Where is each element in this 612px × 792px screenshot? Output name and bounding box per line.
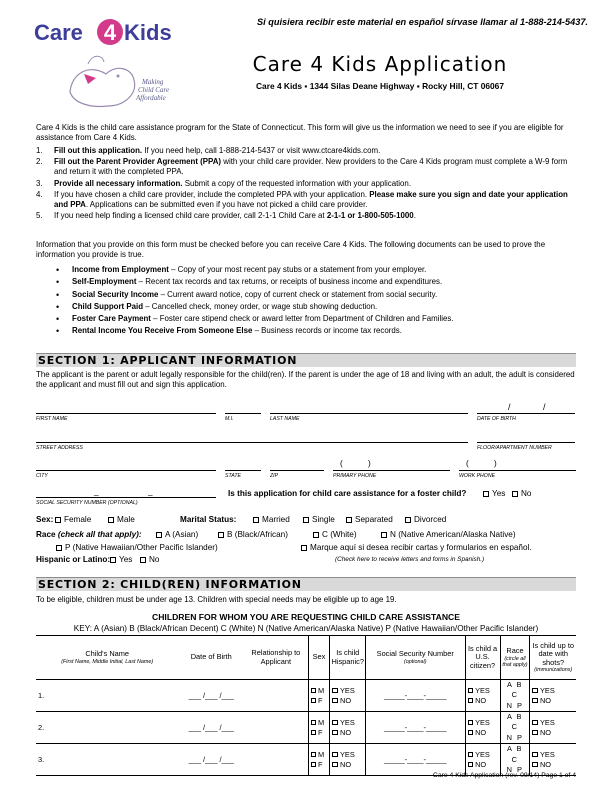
children-table-title: CHILDREN FOR WHOM YOU ARE REQUESTING CHILD CARE ASSISTANCE — [152, 612, 460, 622]
document-item: • Child Support Paid – Cancelled check, money order, or wage stub showing deduction. — [56, 301, 378, 312]
work-phone-field[interactable] — [459, 470, 576, 471]
race-c-option[interactable]: C (White) — [313, 530, 357, 540]
sex-label: Sex: — [36, 515, 54, 524]
child-citizen-cell[interactable]: YES NO — [465, 744, 500, 776]
child-sex-cell[interactable]: M F — [308, 712, 330, 744]
marital-separated-option[interactable]: Separated — [346, 515, 393, 525]
state-field[interactable] — [225, 470, 261, 471]
document-list — [36, 265, 576, 339]
street-address-label: STREET ADDRESS — [36, 445, 83, 451]
col-header-name: Child's Name (First Name, Middle Initial, Last Name) — [36, 636, 178, 680]
page-footer: Care 4 Kids Application (rev. 09/14) Page 1 of 4 — [432, 772, 576, 779]
ssn-dash: _ — [94, 487, 99, 496]
logo-digit: 4 — [103, 20, 117, 45]
care4kids-logo — [30, 14, 180, 114]
last-name-field[interactable] — [270, 413, 468, 414]
foster-yes-option[interactable]: Yes — [483, 489, 505, 499]
checkbox-icon[interactable] — [140, 557, 146, 563]
col-header-ssn: Social Security Number (optional) — [365, 636, 465, 680]
checkbox-icon[interactable] — [405, 517, 411, 523]
child-relationship-cell[interactable] — [244, 712, 308, 744]
work-phone-paren-close: ) — [494, 459, 497, 468]
checkbox-icon[interactable] — [108, 517, 114, 523]
logo-word-kids: Kids — [124, 20, 172, 45]
document-item: • Social Security Income – Current award notice, copy of current check or statement from social security. — [56, 289, 438, 300]
document-item: • Rental Income You Receive From Someone Else – Business records or income tax records. — [56, 326, 402, 337]
logo-tagline-3: Affordable — [136, 94, 166, 102]
child-name-cell[interactable]: 1. — [36, 680, 178, 712]
ssn-dash: _ — [148, 487, 153, 496]
first-name-label: FIRST NAME — [36, 416, 68, 422]
dob-slash: / — [543, 402, 546, 412]
child-ssn-cell[interactable]: _____-____-_____ — [365, 712, 465, 744]
children-table — [36, 635, 576, 776]
child-sex-cell[interactable]: M F — [308, 680, 330, 712]
child-shots-cell[interactable]: YES NO — [530, 712, 576, 744]
checkbox-icon[interactable] — [303, 517, 309, 523]
child-ssn-cell[interactable]: _____-____-_____ — [365, 680, 465, 712]
intro-paragraph: Care 4 Kids is the child care assistance program for the State of Connecticut. This form will give us the information we need to see if you are eligible for assistance from Care 4 Kids. — [36, 123, 564, 142]
col-header-race: Race (circle all that apply) — [500, 636, 530, 680]
hispanic-label: Hispanic or Latino: — [36, 555, 111, 564]
step-item: 2. Fill out the Parent Provider Agreement (PPA) with your child care provider. New providers to the Care 4 Kids program must complete a W-9 form and return it with the completed PPA. — [36, 157, 568, 177]
race-b-option[interactable]: B (Black/African) — [218, 530, 288, 540]
checkbox-icon[interactable] — [313, 532, 319, 538]
child-race-cell[interactable]: A B C N P — [500, 712, 530, 744]
checkbox-icon[interactable] — [56, 545, 62, 551]
dob-field[interactable] — [477, 413, 575, 414]
table-row — [36, 744, 576, 776]
race-p-option[interactable]: P (Native Hawaiian/Other Pacific Islander) — [56, 543, 218, 553]
form-title: Care 4 Kids Application — [252, 52, 508, 76]
marital-single-option[interactable]: Single — [303, 515, 335, 525]
race-a-option[interactable]: A (Asian) — [156, 530, 198, 540]
step-item: 4. If you have chosen a child care provider, include the completed PPA with your application. Please make sure you sign and date your application and PPA. Applications can be submitted even if you have not picked a child care provider. — [36, 190, 568, 209]
foster-question: Is this application for child care assistance for a foster child? — [228, 489, 467, 498]
first-name-field[interactable] — [36, 413, 216, 414]
address-line: Care 4 Kids ▪ 1344 Silas Deane Highway ▪ Rocky Hill, CT 06067 — [256, 81, 504, 91]
child-dob-cell[interactable]: ___ /___ /___ — [178, 744, 244, 776]
checkbox-icon[interactable] — [55, 517, 61, 523]
checkbox-icon[interactable] — [381, 532, 387, 538]
dob-slash: / — [508, 402, 511, 412]
primary-phone-field[interactable] — [333, 470, 450, 471]
floor-apartment-field[interactable] — [477, 442, 575, 443]
mi-field[interactable] — [225, 413, 261, 414]
spanish-letters-option[interactable]: Marque aquí si desea recibir cartas y formularios en español. — [301, 543, 532, 553]
checkbox-icon[interactable] — [346, 517, 352, 523]
spanish-note: Si quisiera recibir este material en español sírvase llamar al 1-888-214-5437. — [257, 17, 588, 27]
sex-male-option[interactable]: Male — [108, 515, 135, 525]
logo-word-care: Care — [34, 20, 83, 45]
logo-tagline-1: Making — [142, 78, 164, 86]
step-item: 3. Provide all necessary information. Submit a copy of the requested information with your application. — [36, 178, 412, 188]
sex-female-option[interactable]: Female — [55, 515, 91, 525]
street-address-field[interactable] — [36, 442, 468, 443]
race-n-option[interactable]: N (Native American/Alaska Native) — [381, 530, 516, 540]
child-citizen-cell[interactable]: YES NO — [465, 680, 500, 712]
primary-phone-paren-open: ( — [340, 459, 343, 468]
marital-status-label: Marital Status: — [180, 515, 237, 524]
col-header-relationship: Relationship to Applicant — [244, 636, 308, 680]
child-dob-cell[interactable]: ___ /___ /___ — [178, 680, 244, 712]
hispanic-yes-option[interactable]: Yes — [110, 555, 132, 565]
child-hispanic-cell[interactable]: YES NO — [330, 744, 365, 776]
table-row — [36, 680, 576, 712]
race-label: Race (check all that apply): — [36, 530, 142, 539]
child-shots-cell[interactable]: YES NO — [530, 744, 576, 776]
checkbox-icon[interactable] — [110, 557, 116, 563]
col-header-sex: Sex — [308, 636, 330, 680]
checkbox-icon[interactable] — [512, 491, 518, 497]
floor-apartment-label: FLOOR/APARTMENT NUMBER — [477, 445, 552, 451]
section1-title: SECTION 1: APPLICANT INFORMATION — [38, 354, 298, 367]
step-item: 1. Fill out this application. If you need help, call 1-888-214-5437 or visit www.ctcare4kids.com. — [36, 146, 381, 155]
table-row — [36, 712, 576, 744]
hispanic-no-option[interactable]: No — [140, 555, 159, 565]
primary-phone-label: PRIMARY PHONE — [333, 473, 377, 479]
child-hispanic-cell[interactable]: YES NO — [330, 712, 365, 744]
section2-description: To be eligible, children must be under age 13. Children with special needs may be eligible up to age 19. — [36, 595, 397, 604]
child-dob-cell[interactable]: ___ /___ /___ — [178, 712, 244, 744]
ssn-field[interactable] — [36, 497, 216, 498]
dob-label: DATE OF BIRTH — [477, 416, 516, 422]
checkbox-icon[interactable] — [218, 532, 224, 538]
col-header-dob: Date of Birth — [178, 636, 244, 680]
child-relationship-cell[interactable] — [244, 680, 308, 712]
checkbox-icon[interactable] — [253, 517, 259, 523]
spanish-check-note: (Check here to receive letters and forms in Spanish.) — [335, 556, 485, 563]
city-label: CITY — [36, 473, 48, 479]
state-label: STATE — [225, 473, 241, 479]
section2-header — [36, 577, 576, 591]
ssn-label: SOCIAL SECURITY NUMBER (OPTIONAL) — [36, 500, 138, 506]
document-item: • Income from Employment – Copy of your most recent pay stubs or a statement from your employer. — [56, 265, 427, 275]
col-header-hispanic: Is child Hispanic? — [330, 636, 365, 680]
section1-header — [36, 353, 576, 367]
child-race-cell[interactable]: A B C N P — [500, 744, 530, 776]
zip-label: ZIP — [270, 473, 279, 479]
child-name-cell[interactable]: 2. — [36, 712, 178, 744]
child-sex-cell[interactable]: M F — [308, 744, 330, 776]
checkbox-icon[interactable] — [483, 491, 489, 497]
last-name-label: LAST NAME — [270, 416, 300, 422]
checkbox-icon[interactable] — [301, 545, 307, 551]
primary-phone-paren-close: ) — [368, 459, 371, 468]
document-item: • Foster Care Payment – Foster care stipend check or award letter from Department of Children and Families. — [56, 314, 454, 325]
work-phone-paren-open: ( — [466, 459, 469, 468]
child-relationship-cell[interactable] — [244, 744, 308, 776]
col-header-citizen: Is child a U.S. citizen? — [465, 636, 500, 680]
child-hispanic-cell[interactable]: YES NO — [330, 680, 365, 712]
marital-married-option[interactable]: Married — [253, 515, 290, 525]
step-item: 5. If you need help finding a licensed child care provider, call 2-1-1 Child Care at 2-1-1 or 1-800-505-1000. — [36, 211, 416, 221]
logo-tagline-2: Child Care — [138, 86, 170, 94]
marital-divorced-option[interactable]: Divorced — [405, 515, 446, 525]
document-item: • Self-Employment – Recent tax records and tax returns, or receipts of business income and expenditures. — [56, 277, 443, 288]
child-citizen-cell[interactable]: YES NO — [465, 712, 500, 744]
mi-label: M.I. — [225, 416, 234, 422]
zip-field[interactable] — [270, 470, 324, 471]
col-header-shots: Is child up to date with shots? (immunizations) — [530, 636, 576, 680]
section1-description: The applicant is the parent or adult legally responsible for the child(ren). If the parent is under the age of 18 and living with an adult, the adult is considered the applicant and must fill out and sign this application. — [36, 370, 575, 389]
child-shots-cell[interactable]: YES NO — [530, 680, 576, 712]
info-paragraph: Information that you provide on this form must be checked before you can receive Care 4 Kids. The following documents can be used to prove the information you provide is true. — [36, 240, 546, 259]
child-race-cell[interactable]: A B C N P — [500, 680, 530, 712]
child-ssn-cell[interactable]: _____-____-_____ — [365, 744, 465, 776]
instruction-steps — [36, 146, 576, 223]
work-phone-label: WORK PHONE — [459, 473, 496, 479]
race-key: KEY: A (Asian) B (Black/African Decent) C (White) N (Native American/Alaska Native) P (Native Hawaiian/Other Pacific Islander) — [73, 624, 539, 633]
city-field[interactable] — [36, 470, 216, 471]
checkbox-icon[interactable] — [156, 532, 162, 538]
foster-no-option[interactable]: No — [512, 489, 531, 499]
section2-title: SECTION 2: CHILD(REN) INFORMATION — [38, 578, 302, 591]
child-name-cell[interactable]: 3. — [36, 744, 178, 776]
